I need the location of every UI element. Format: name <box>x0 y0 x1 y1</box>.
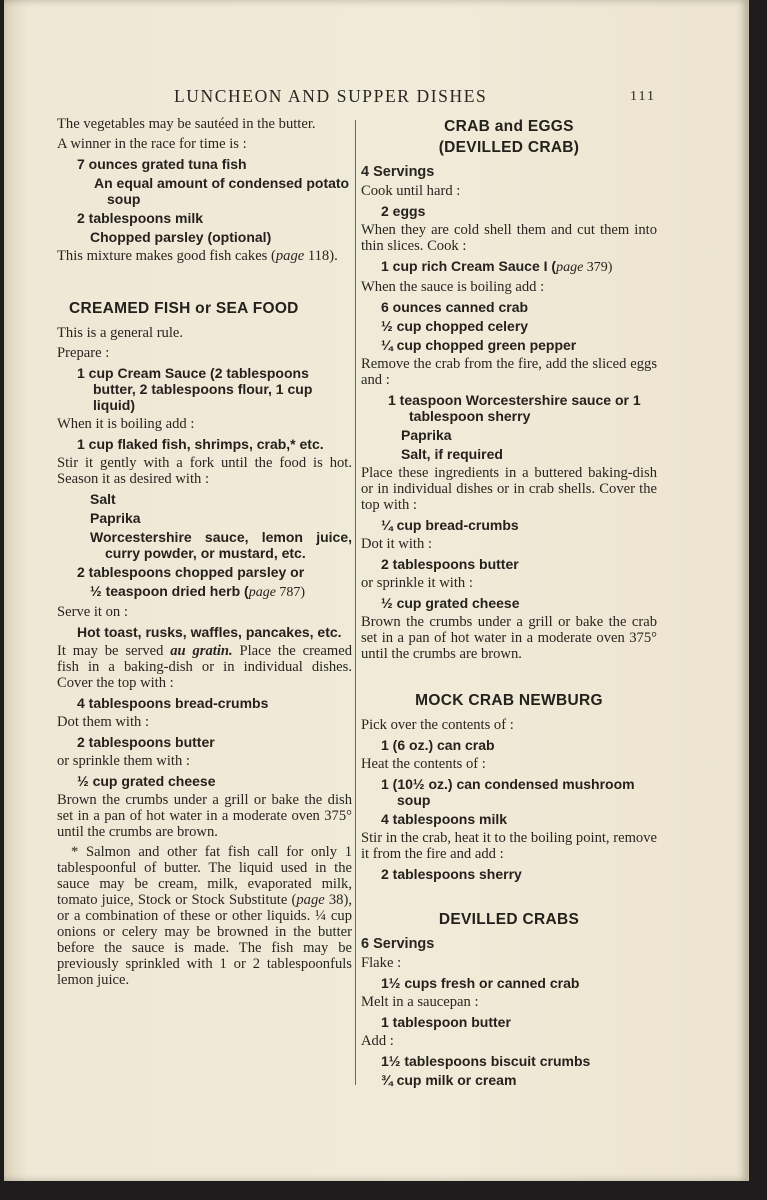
ingredient: 4 tablespoons bread-crumbs <box>77 695 269 711</box>
paragraph: Flake : <box>361 955 402 971</box>
ingredient: ½ cup chopped celery <box>381 318 529 334</box>
paragraph: When it is boiling add : <box>57 416 195 432</box>
ingredient: 1 cup rich Cream Sauce I (page 379) <box>381 258 613 275</box>
ingredient: 1 cup flaked fish, shrimps, crab,* etc. <box>77 436 324 452</box>
ingredient: 2 tablespoons sherry <box>381 866 522 882</box>
paragraph: Brown the crumbs under a grill or bake the crab set in a pan of hot water in a moderate oven 375° until the crumbs are brown. <box>361 614 657 662</box>
ingredient: ½ cup grated cheese <box>77 773 216 789</box>
ingredient: 1 tablespoon butter <box>381 1014 511 1030</box>
ingredient: ½ teaspoon dried herb (page 787) <box>90 583 306 600</box>
paragraph: Dot it with : <box>361 536 432 552</box>
recipe-subtitle: (DEVILLED CRAB) <box>438 139 580 156</box>
ingredient: ¾ cup milk or cream <box>381 1072 517 1088</box>
paragraph: Add : <box>361 1033 394 1049</box>
paragraph: This is a general rule. <box>57 325 184 341</box>
paragraph: Brown the crumbs under a grill or bake the dish set in a pan of hot water in a moderate oven 375° until the crumbs are brown. <box>57 792 352 840</box>
ingredient: 2 eggs <box>381 203 426 219</box>
paragraph: Melt in a saucepan : <box>361 994 479 1010</box>
paragraph: Serve it on : <box>57 604 128 620</box>
servings: 6 Servings <box>361 936 435 952</box>
page-number: 111 <box>630 89 656 104</box>
ingredient: 1 (10½ oz.) can condensed mushroom soup <box>381 776 635 808</box>
ingredient: 6 ounces canned crab <box>381 299 529 315</box>
footnote: * Salmon and other fat fish call for only 1 tablespoonful of butter. The liquid used in the sauce may be cream, milk, evaporated milk, tomato juice, Stock or Stock Substitute (page 38), or a combination of these or other liquids. ¼ cup onions or celery may be browned in the butter before the sauce is made. The fish may be previously sprinkled with 1 or 2 tablespoonfuls lemon juice. <box>57 844 352 988</box>
ingredient: 1½ tablespoons biscuit crumbs <box>381 1053 591 1069</box>
paragraph: Cook until hard : <box>361 183 461 199</box>
paragraph: When they are cold shell them and cut them into thin slices. Cook : <box>361 222 657 254</box>
paragraph: This mixture makes good fish cakes (page 118). <box>57 248 338 264</box>
paragraph: Stir it gently with a fork until the food is hot. Season it as desired with : <box>57 455 352 487</box>
ingredient: 1½ cups fresh or canned crab <box>381 975 580 991</box>
servings: 4 Servings <box>361 164 435 180</box>
right-column <box>361 116 657 1091</box>
paragraph: Heat the contents of : <box>361 756 486 772</box>
paragraph: A winner in the race for time is : <box>57 136 247 152</box>
recipe-title: CREAMED FISH or SEA FOOD <box>69 300 299 317</box>
running-head: LUNCHEON AND SUPPER DISHES <box>174 86 488 106</box>
paragraph: When the sauce is boiling add : <box>361 279 545 295</box>
paragraph: The vegetables may be sautéed in the butter. <box>57 116 316 132</box>
recipe-title: CRAB and EGGS <box>444 118 574 135</box>
ingredient: Chopped parsley (optional) <box>90 229 272 245</box>
ingredient: Paprika <box>90 510 141 526</box>
column-divider <box>355 120 356 1085</box>
paragraph: Stir in the crab, heat it to the boiling point, remove it from the fire and add : <box>361 830 657 862</box>
ingredient: Salt <box>90 491 116 507</box>
ingredient: ¼ cup chopped green pepper <box>381 337 577 353</box>
ingredient: 2 tablespoons milk <box>77 210 204 226</box>
paragraph: Pick over the contents of : <box>361 717 514 733</box>
ingredient: 2 tablespoons butter <box>77 734 215 750</box>
recipe-title: MOCK CRAB NEWBURG <box>415 692 603 709</box>
ingredient: 1 cup Cream Sauce (2 tablespoons butter, 2 tablespoons flour, 1 cup liquid) <box>77 365 313 413</box>
book-page <box>4 0 749 1181</box>
paragraph: or sprinkle them with : <box>57 753 190 769</box>
ingredient: ¼ cup bread-crumbs <box>381 517 519 533</box>
paragraph: Dot them with : <box>57 714 150 730</box>
paragraph: Place these ingredients in a buttered baking-dish or in individual dishes or in crab shells. Cover the top with : <box>361 465 657 513</box>
ingredient: 1 (6 oz.) can crab <box>381 737 495 753</box>
ingredient: ½ cup grated cheese <box>381 595 520 611</box>
paragraph: Remove the crab from the fire, add the sliced eggs and : <box>361 356 657 388</box>
paragraph: or sprinkle it with : <box>361 575 473 591</box>
paragraph: It may be served au gratin. Place the creamed fish in a baking-dish or in individual dishes. Cover the top with : <box>57 643 353 691</box>
ingredient: 1 teaspoon Worcestershire sauce or 1 tablespoon sherry <box>388 392 641 424</box>
ingredient: 2 tablespoons butter <box>381 556 519 572</box>
left-column <box>57 116 352 992</box>
page-header <box>4 86 748 112</box>
recipe-title: DEVILLED CRABS <box>438 911 580 928</box>
ingredient: Salt, if required <box>401 446 503 462</box>
ingredient: 2 tablespoons chopped parsley or <box>77 564 305 580</box>
ingredient: 4 tablespoons milk <box>381 811 508 827</box>
ingredient: Worcestershire sauce, lemon juice, curry powder, or mustard, etc. <box>90 529 352 561</box>
ingredient: 7 ounces grated tuna fish <box>77 156 247 172</box>
ingredient: Paprika <box>401 427 452 443</box>
ingredient: Hot toast, rusks, waffles, pancakes, etc. <box>77 624 342 640</box>
paragraph: Prepare : <box>57 345 110 361</box>
ingredient: An equal amount of condensed potato soup <box>94 175 350 207</box>
